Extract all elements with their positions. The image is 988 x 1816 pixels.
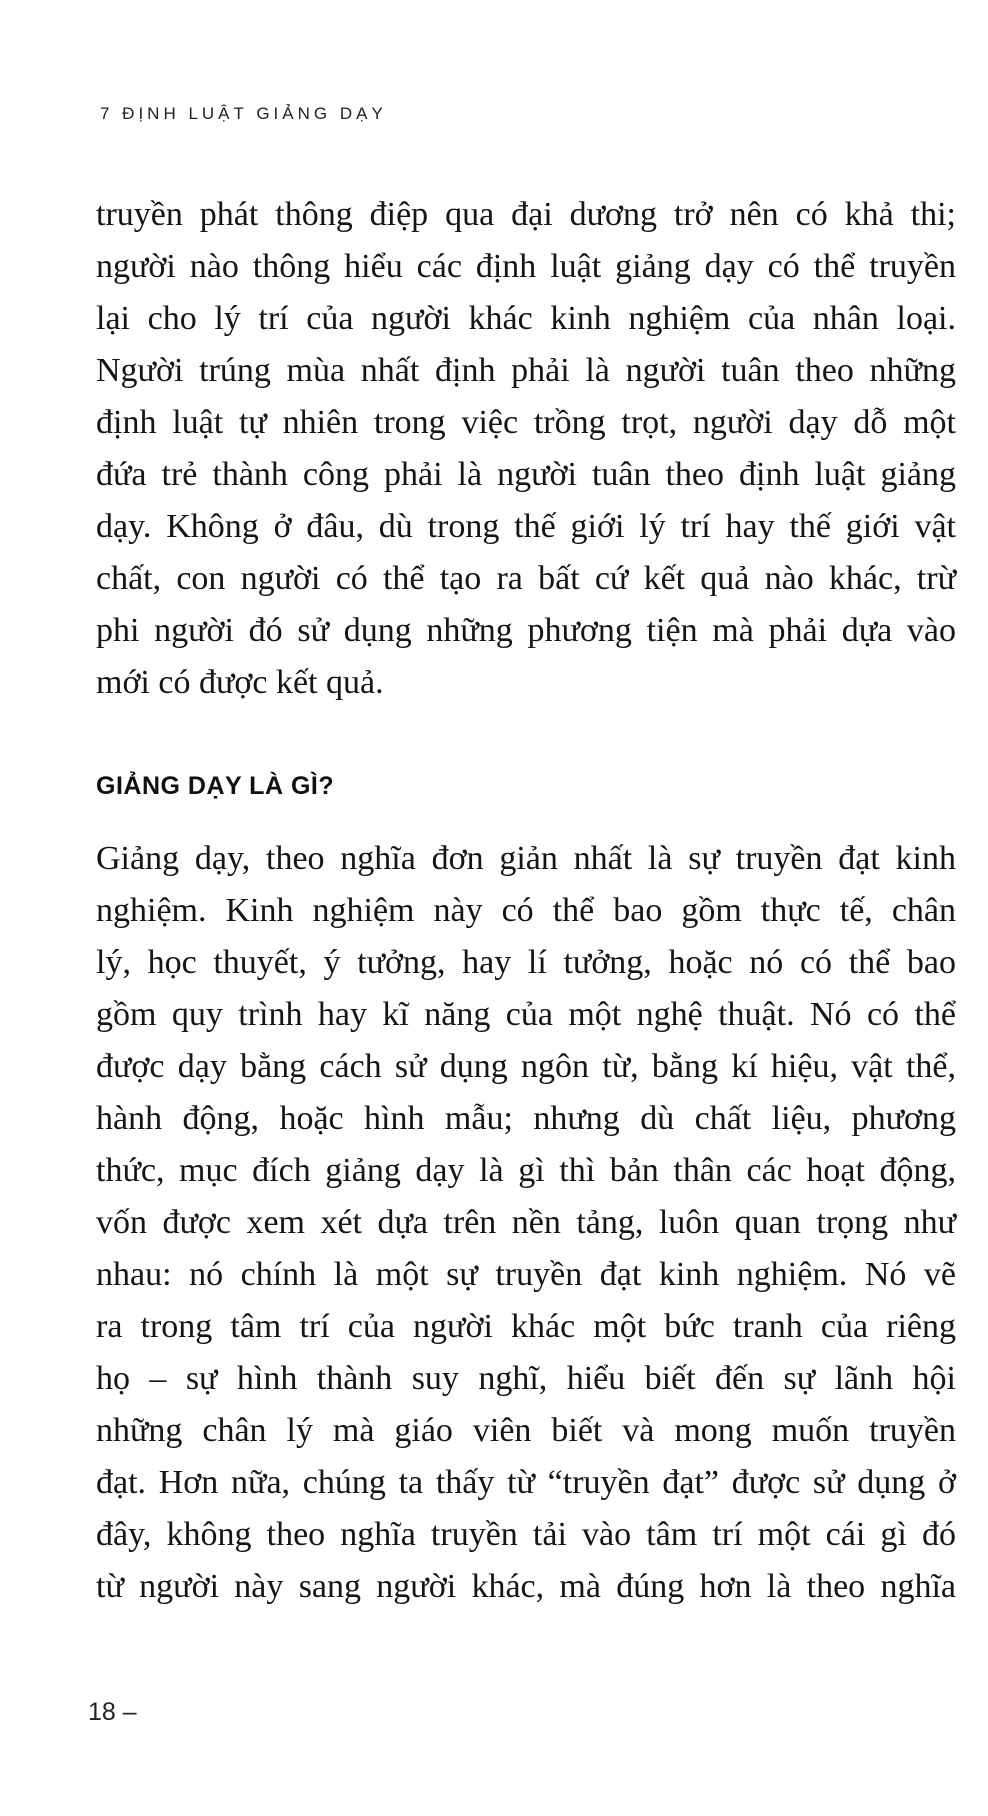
text-line: người nào thông hiểu các định luật giảng dạy có thể truyền: [96, 248, 956, 285]
page-number: 18 –: [88, 1698, 137, 1726]
running-header: 7 ĐỊNH LUẬT GIẢNG DẠY: [100, 104, 387, 123]
text-line: dạy. Không ở đâu, dù trong thế giới lý trí hay thế giới vật: [96, 508, 956, 545]
text-line: nhau: nó chính là một sự truyền đạt kinh nghiệm. Nó vẽ: [96, 1256, 956, 1293]
section-heading: GIẢNG DẠY LÀ GÌ?: [96, 772, 335, 800]
text-line: lại cho lý trí của người khác kinh nghiệm của nhân loại.: [96, 300, 956, 337]
text-line: từ người này sang người khác, mà đúng hơn là theo nghĩa: [96, 1568, 956, 1605]
text-line: Giảng dạy, theo nghĩa đơn giản nhất là sự truyền đạt kinh: [96, 840, 956, 877]
text-line: truyền phát thông điệp qua đại dương trở nên có khả thi;: [96, 196, 956, 233]
text-line: nghiệm. Kinh nghiệm này có thể bao gồm thực tế, chân: [96, 892, 956, 929]
text-line: gồm quy trình hay kĩ năng của một nghệ thuật. Nó có thể: [96, 996, 956, 1033]
text-line: chất, con người có thể tạo ra bất cứ kết quả nào khác, trừ: [96, 560, 956, 597]
text-line: đạt. Hơn nữa, chúng ta thấy từ “truyền đạt” được sử dụng ở: [96, 1464, 956, 1501]
text-line: định luật tự nhiên trong việc trồng trọt, người dạy dỗ một: [96, 404, 956, 441]
text-line: hành động, hoặc hình mẫu; nhưng dù chất liệu, phương: [96, 1100, 956, 1137]
text-line: thức, mục đích giảng dạy là gì thì bản thân các hoạt động,: [96, 1152, 956, 1189]
text-line: phi người đó sử dụng những phương tiện mà phải dựa vào: [96, 612, 956, 649]
text-line: Người trúng mùa nhất định phải là người tuân theo những: [96, 352, 956, 389]
text-line: đây, không theo nghĩa truyền tải vào tâm trí một cái gì đó: [96, 1516, 956, 1553]
text-line: đứa trẻ thành công phải là người tuân theo định luật giảng: [96, 456, 956, 493]
text-line: ra trong tâm trí của người khác một bức tranh của riêng: [96, 1308, 956, 1345]
paragraph-body: [96, 833, 956, 1613]
paragraph-continuation: [96, 189, 956, 709]
text-line: được dạy bằng cách sử dụng ngôn từ, bằng kí hiệu, vật thể,: [96, 1048, 956, 1085]
text-line: những chân lý mà giáo viên biết và mong muốn truyền: [96, 1412, 956, 1449]
text-line: họ – sự hình thành suy nghĩ, hiểu biết đến sự lãnh hội: [96, 1360, 956, 1397]
text-line: mới có được kết quả.: [96, 664, 384, 701]
text-line: lý, học thuyết, ý tưởng, hay lí tưởng, hoặc nó có thể bao: [96, 944, 956, 981]
text-line: vốn được xem xét dựa trên nền tảng, luôn quan trọng như: [96, 1204, 956, 1241]
